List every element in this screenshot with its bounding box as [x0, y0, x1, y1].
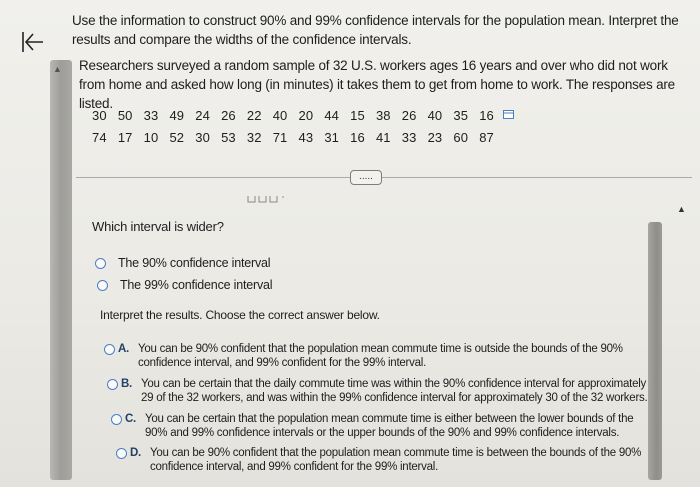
option-99-interval[interactable] — [97, 278, 272, 292]
data-value: 38 — [375, 108, 391, 123]
data-value: 31 — [324, 130, 339, 145]
left-scrollbar[interactable] — [50, 60, 72, 480]
data-value: 30 — [92, 108, 107, 123]
data-value: 17 — [117, 130, 133, 145]
text-cursor-icon — [247, 194, 287, 204]
data-value: 35 — [453, 108, 469, 123]
answer-letter: A. — [118, 343, 129, 355]
data-value: 16 — [479, 108, 494, 123]
data-value: 44 — [324, 108, 339, 123]
data-value: 40 — [272, 108, 288, 123]
data-value: 53 — [221, 130, 236, 145]
option-label: The 90% confidence interval — [118, 256, 271, 270]
data-value: 52 — [169, 130, 185, 145]
data-row-2 — [92, 130, 494, 145]
data-value: 10 — [143, 130, 159, 145]
answer-letter: B. — [121, 378, 132, 390]
data-value: 71 — [272, 130, 288, 145]
data-value: 26 — [221, 108, 236, 123]
data-value: 41 — [375, 130, 391, 145]
answer-choice-c[interactable] — [111, 413, 651, 440]
data-value: 24 — [195, 108, 210, 123]
data-value: 30 — [195, 130, 210, 145]
expand-more-button[interactable]: ..... — [350, 170, 382, 185]
radio-button[interactable] — [107, 379, 118, 390]
option-90-interval[interactable] — [95, 256, 270, 270]
answer-choice-b[interactable] — [107, 378, 652, 405]
data-value: 60 — [453, 130, 469, 145]
radio-button[interactable] — [111, 414, 122, 425]
answer-letter: C. — [125, 413, 136, 425]
data-value: 33 — [143, 108, 159, 123]
answer-letter: D. — [130, 447, 141, 459]
back-arrow-icon[interactable] — [18, 28, 46, 56]
data-value: 32 — [246, 130, 262, 145]
radio-button[interactable] — [97, 280, 108, 291]
option-label: The 99% confidence interval — [120, 278, 273, 292]
answer-text: You can be certain that the population mean commute time is either between the lower bounds of the 90% and 99% confidence intervals or the upper bounds of the 90% and 99% confidence intervals. — [145, 413, 634, 439]
answer-text: You can be certain that the daily commute time was within the 90% confidence interval for approximately 29 of the 32 workers, and was within the 99% confidence interval for approximately 30 of the 32 workers. — [141, 378, 648, 404]
radio-button[interactable] — [116, 448, 127, 459]
copy-data-icon[interactable] — [503, 110, 514, 120]
data-value: 23 — [427, 130, 443, 145]
data-value: 49 — [169, 108, 185, 123]
answer-choice-d[interactable] — [116, 447, 646, 474]
data-value: 50 — [117, 108, 133, 123]
data-row-1 — [92, 108, 494, 123]
answer-text: You can be 90% confident that the population mean commute time is outside the bounds of the 90% confidence interval, and 99% confident for the 99% interval. — [138, 343, 623, 369]
data-value: 74 — [92, 130, 107, 145]
data-value: 26 — [401, 108, 417, 123]
problem-intro: Researchers surveyed a random sample of 32 U.S. workers ages 16 years and over who did not work from home and asked how long (in minutes) it takes them to get from home to work. The responses are listed. — [79, 58, 675, 111]
question-text: Use the information to construct 90% and 99% confidence intervals for the population mean. Interpret the results and compare the widths of the confidence intervals. — [72, 13, 679, 47]
data-value: 87 — [479, 130, 494, 145]
scroll-up-arrow-icon[interactable]: ▲ — [677, 204, 686, 214]
radio-button[interactable] — [104, 344, 115, 355]
answer-text: You can be 90% confident that the population mean commute time is between the bounds of the 90% confidence interval, and 99% confident for the 99% interval. — [150, 447, 642, 473]
data-value: 16 — [350, 130, 365, 145]
answer-choice-a[interactable] — [104, 343, 644, 370]
data-value: 40 — [427, 108, 443, 123]
part1-prompt: Which interval is wider? — [92, 219, 224, 234]
scroll-up-arrow-icon[interactable]: ▲ — [53, 64, 62, 74]
data-value: 43 — [298, 130, 314, 145]
data-value: 20 — [298, 108, 314, 123]
part2-prompt: Interpret the results. Choose the correct answer below. — [100, 308, 380, 322]
data-value: 33 — [401, 130, 417, 145]
radio-button[interactable] — [95, 258, 106, 269]
data-value: 15 — [350, 108, 365, 123]
section-divider — [76, 177, 692, 178]
right-scrollbar[interactable] — [648, 222, 662, 480]
data-value: 22 — [246, 108, 262, 123]
